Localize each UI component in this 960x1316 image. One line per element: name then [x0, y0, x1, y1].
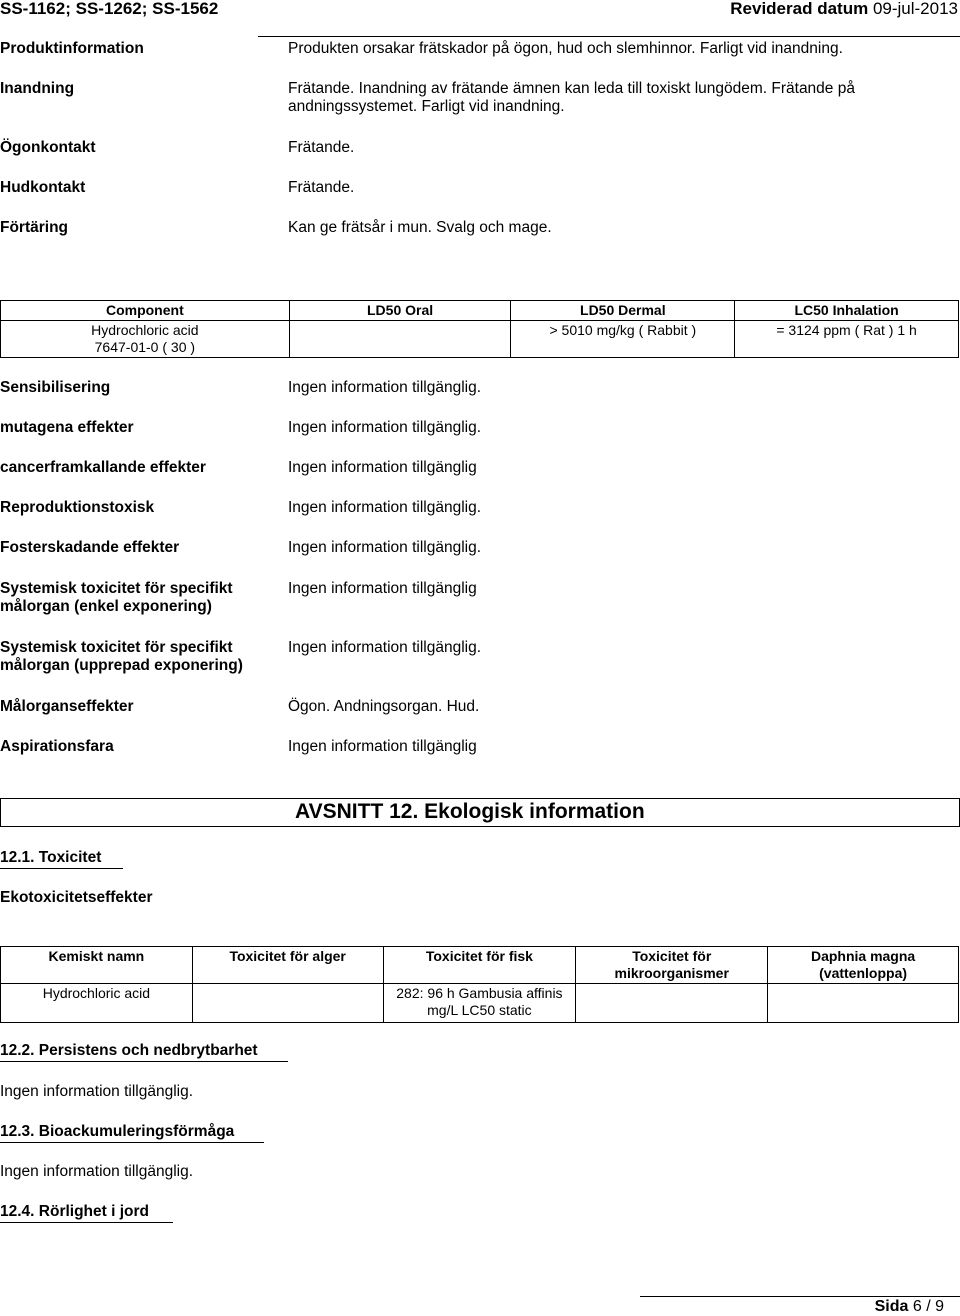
effect-label: Målorganseffekter	[0, 698, 134, 715]
bioaccumulation-value: Ingen information tillgänglig.	[0, 1163, 194, 1180]
effect-label: Systemisk toxicitet för specifikt målorgan (enkel exponering)	[0, 580, 233, 615]
info-value: Frätande.	[288, 179, 355, 196]
effect-label: Reproduktionstoxisk	[0, 499, 155, 516]
acute-toxicity-table	[0, 300, 959, 358]
lc50-inhalation-cell: = 3124 ppm ( Rat ) 1 h	[735, 321, 959, 358]
effect-label: Fosterskadande effekter	[0, 539, 180, 556]
table-row	[1, 321, 959, 358]
fish-cell: 282: 96 h Gambusia affinis mg/L LC50 static	[383, 984, 576, 1023]
col-header-daphnia: Daphnia magna (vattenloppa)	[768, 947, 959, 984]
effect-value: Ingen information tillgänglig.	[288, 419, 482, 436]
product-codes: SS-1162; SS-1262; SS-1562	[0, 0, 219, 18]
footer-divider	[640, 1296, 960, 1297]
col-header-alger: Toxicitet för alger	[192, 947, 383, 984]
col-header-lc50-inhalation: LC50 Inhalation	[735, 301, 959, 321]
page-label: Sida	[874, 1298, 909, 1315]
revised-label: Reviderad datum	[730, 0, 869, 18]
info-value: Frätande. Inandning av frätande ämnen kan leda till toxiskt lungödem. Frätande på andningssystemet. Farligt vid inandning.	[288, 80, 855, 115]
effect-label: Sensibilisering	[0, 379, 111, 396]
section-12-title: AVSNITT 12. Ekologisk information	[295, 800, 645, 823]
info-value: Kan ge frätsår i mun. Svalg och mage.	[288, 219, 552, 236]
col-header-kemiskt-namn: Kemiskt namn	[1, 947, 193, 984]
eco-toxicity-table	[0, 946, 959, 1023]
effect-value: Ingen information tillgänglig.	[288, 539, 482, 556]
effect-value: Ingen information tillgänglig.	[288, 379, 482, 396]
col-header-mikroorganismer: Toxicitet för mikroorganismer	[576, 947, 768, 984]
info-label: Inandning	[0, 80, 75, 97]
effect-value: Ingen information tillgänglig	[288, 459, 477, 476]
header-divider	[258, 36, 960, 37]
effect-label: mutagena effekter	[0, 419, 134, 436]
effect-label: Aspirationsfara	[0, 738, 114, 755]
col-header-component: Component	[1, 301, 290, 321]
table-header-row	[1, 947, 959, 984]
effect-value: Ingen information tillgänglig	[288, 738, 477, 755]
subsection-toxicity-heading: 12.1. Toxicitet	[0, 849, 123, 869]
subsection-bioaccumulation-heading: 12.3. Bioackumuleringsförmåga	[0, 1123, 264, 1143]
info-label: Produktinformation	[0, 40, 144, 57]
effect-label: cancerframkallande effekter	[0, 459, 206, 476]
table-row	[1, 984, 959, 1023]
algae-cell	[192, 984, 383, 1023]
component-name: Hydrochloric acid	[91, 322, 199, 338]
info-label: Ögonkontakt	[0, 139, 96, 156]
chemical-name-cell: Hydrochloric acid	[1, 984, 193, 1023]
persistence-value: Ingen information tillgänglig.	[0, 1083, 194, 1100]
effect-value: Ingen information tillgänglig	[288, 580, 477, 597]
daphnia-cell	[768, 984, 959, 1023]
ld50-dermal-cell: > 5010 mg/kg ( Rabbit )	[511, 321, 735, 358]
page-number	[875, 1298, 944, 1316]
component-cas: 7647-01-0 ( 30 )	[94, 339, 196, 355]
info-label: Hudkontakt	[0, 179, 86, 196]
component-cell	[1, 321, 290, 358]
info-value: Produkten orsakar frätskador på ögon, hud och slemhinnor. Farligt vid inandning.	[288, 40, 843, 57]
effect-label: Systemisk toxicitet för specifikt målorgan (upprepad exponering)	[0, 639, 243, 674]
subsection-persistence-heading: 12.2. Persistens och nedbrytbarhet	[0, 1042, 288, 1062]
micro-cell	[576, 984, 768, 1023]
col-header-ld50-dermal: LD50 Dermal	[511, 301, 735, 321]
ecotox-label: Ekotoxicitetseffekter	[0, 889, 153, 906]
effect-value: Ingen information tillgänglig.	[288, 639, 482, 656]
effect-value: Ögon. Andningsorgan. Hud.	[288, 698, 480, 715]
revision-info	[730, 0, 958, 19]
page-header	[0, 0, 960, 18]
subsection-mobility-heading: 12.4. Rörlighet i jord	[0, 1203, 173, 1223]
info-value: Frätande.	[288, 139, 355, 156]
table-header-row	[1, 301, 959, 321]
revised-date: 09-jul-2013	[872, 0, 958, 18]
col-header-fisk: Toxicitet för fisk	[383, 947, 576, 984]
ld50-oral-cell	[289, 321, 511, 358]
effect-value: Ingen information tillgänglig.	[288, 499, 482, 516]
page-value: 6 / 9	[912, 1298, 944, 1315]
col-header-ld50-oral: LD50 Oral	[289, 301, 511, 321]
info-label: Förtäring	[0, 219, 69, 236]
